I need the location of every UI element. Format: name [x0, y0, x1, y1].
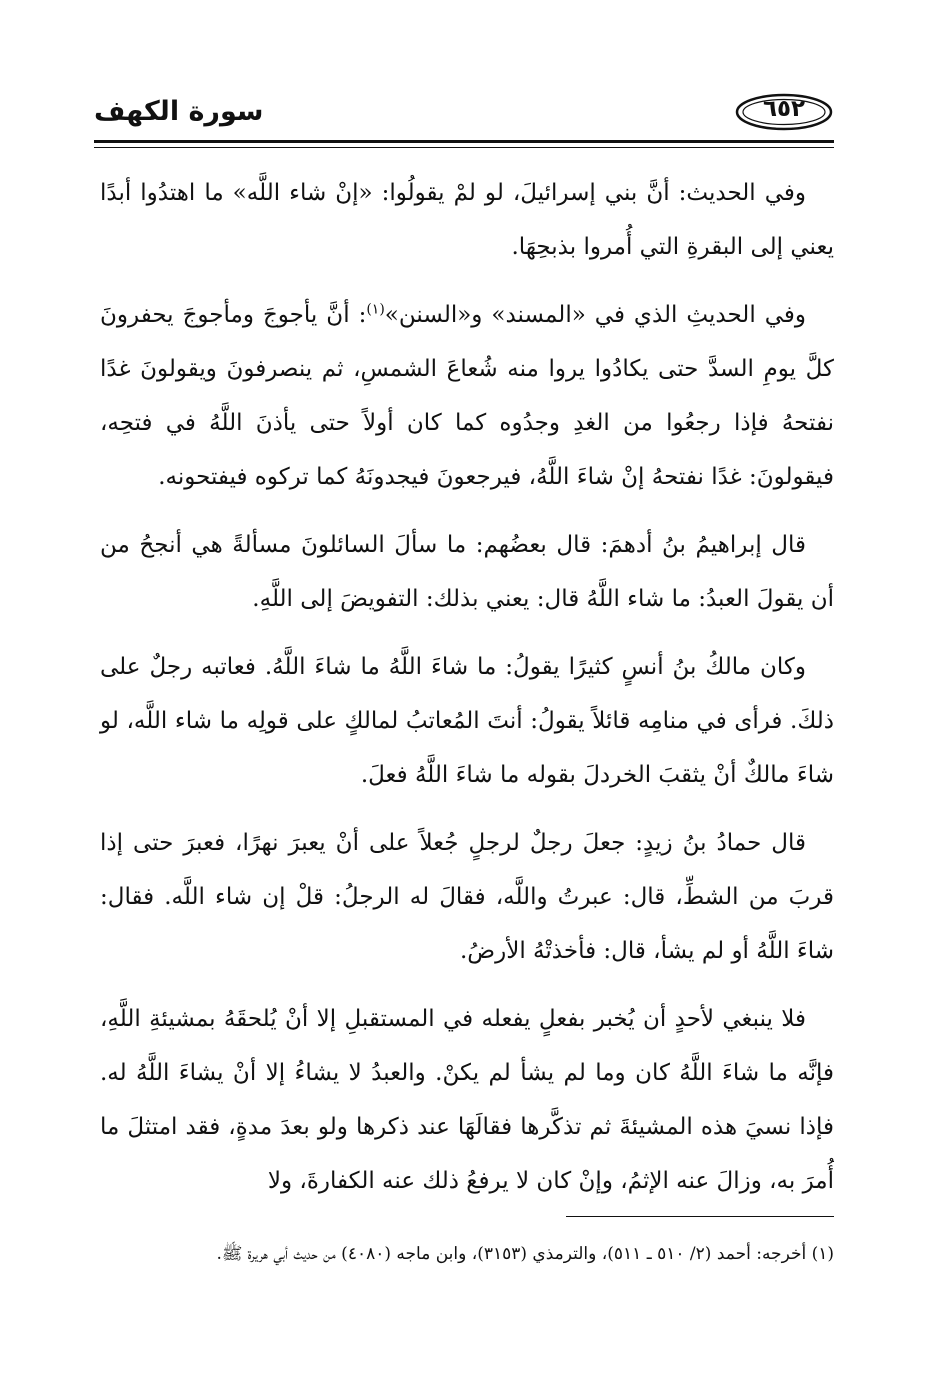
paragraph: [100, 288, 834, 504]
paragraph: قال حمادُ بنُ زيدٍ: جعلَ رجلٌ لرجلٍ جُعلاً على أنْ يعبرَ نهرًا، فعبرَ حتى إذا قربَ من الشطِّ، قال: عبرتُ واللَّه، فقالَ له الرجلُ: قلْ إن شاء اللَّه. فقال: شاءَ اللَّهُ أو لم يشأ، قال: فأخذتْهُ الأرضُ.: [100, 830, 834, 964]
paragraph-part: وفي الحديثِ الذي في «المسند» و«السنن»: [384, 302, 806, 328]
paragraph: وفي الحديث: أنَّ بني إسرائيلَ، لو لمْ يقولُوا: «إنْ شاء اللَّه» ما اهتدُوا أبدًا يعني إلى البقرةِ التي أُمروا بذبحِهَا.: [100, 180, 834, 260]
paragraph-part: : أنَّ يأجوجَ ومأجوجَ يحفرونَ كلَّ يومِ السدَّ حتى يكادُوا يروا منه شُعاعَ الشمسِ، ثم ينصرفونَ ويقولونَ غدًا نفتحهُ فإذا رجعُوا من الغدِ وجدُوه كما كان أولاً حتى يأذنَ اللَّهُ في فتحِه، فيقولونَ: غدًا نفتحهُ إنْ شاءَ اللَّهُ، فيرجعونَ فيجدونَهُ كما تركوه فيفتحونه.: [100, 302, 834, 490]
surah-title: سورة الكهف: [94, 96, 264, 127]
page-header: [94, 92, 834, 140]
page-number: ٦٥٢: [762, 96, 806, 122]
footnote-divider: [566, 1216, 834, 1217]
page-number-badge: [734, 92, 834, 132]
body-text: [100, 166, 834, 1222]
paragraph: وكان مالكُ بنُ أنسٍ كثيرًا يقولُ: ما شاءَ اللَّهُ ما شاءَ اللَّهُ. فعاتبه رجلٌ على ذلكَ. فرأى في منامِه قائلاً يقولُ: أنتَ المُعاتبُ لمالكٍ على قولِه ما شاء اللَّه، لو شاءَ مالكٌ أنْ يثقبَ الخردلَ بقوله ما شاءَ اللَّهُ فعلَ.: [100, 654, 834, 788]
footnote-text: (١) أخرجه: أحمد (٢/ ٥١٠ ـ ٥١١)، والترمذي (٣١٥٣)، وابن ماجه (٤٠٨٠) من حديث أبي هريرة ﷺ.: [216, 1244, 834, 1264]
paragraph: قال إبراهيمُ بنُ أدهمَ: قال بعضُهم: ما سألَ السائلونَ مسألةً هي أنجحُ من أن يقولَ العبدُ: ما شاء اللَّهُ قال: يعني بذلك: التفويضَ إلى اللَّهِ.: [100, 532, 834, 612]
footnote-reference: (١): [366, 301, 385, 318]
paragraph: فلا ينبغي لأحدٍ أن يُخبر بفعلٍ يفعله في المستقبلِ إلا أنْ يُلحقَهُ بمشيئةِ اللَّهِ، فإنَّه ما شاءَ اللَّهُ كان وما لم يشأ لم يكنْ. والعبدُ لا يشاءُ إلا أنْ يشاءَ اللَّهُ له. فإذا نسيَ هذه المشيئةَ ثم تذكَّرها فقالَهَا عند ذكرها ولو بعدَ مدةٍ، فقد امتثلَ ما أُمرَ به، وزالَ عنه الإثمُ، وإنْ كان لا يرفعُ ذلك عنه الكفارةَ، ولا: [100, 1006, 834, 1194]
header-rule-thin: [94, 147, 834, 148]
header-rule-thick: [94, 140, 834, 143]
footnote: [100, 1234, 834, 1274]
